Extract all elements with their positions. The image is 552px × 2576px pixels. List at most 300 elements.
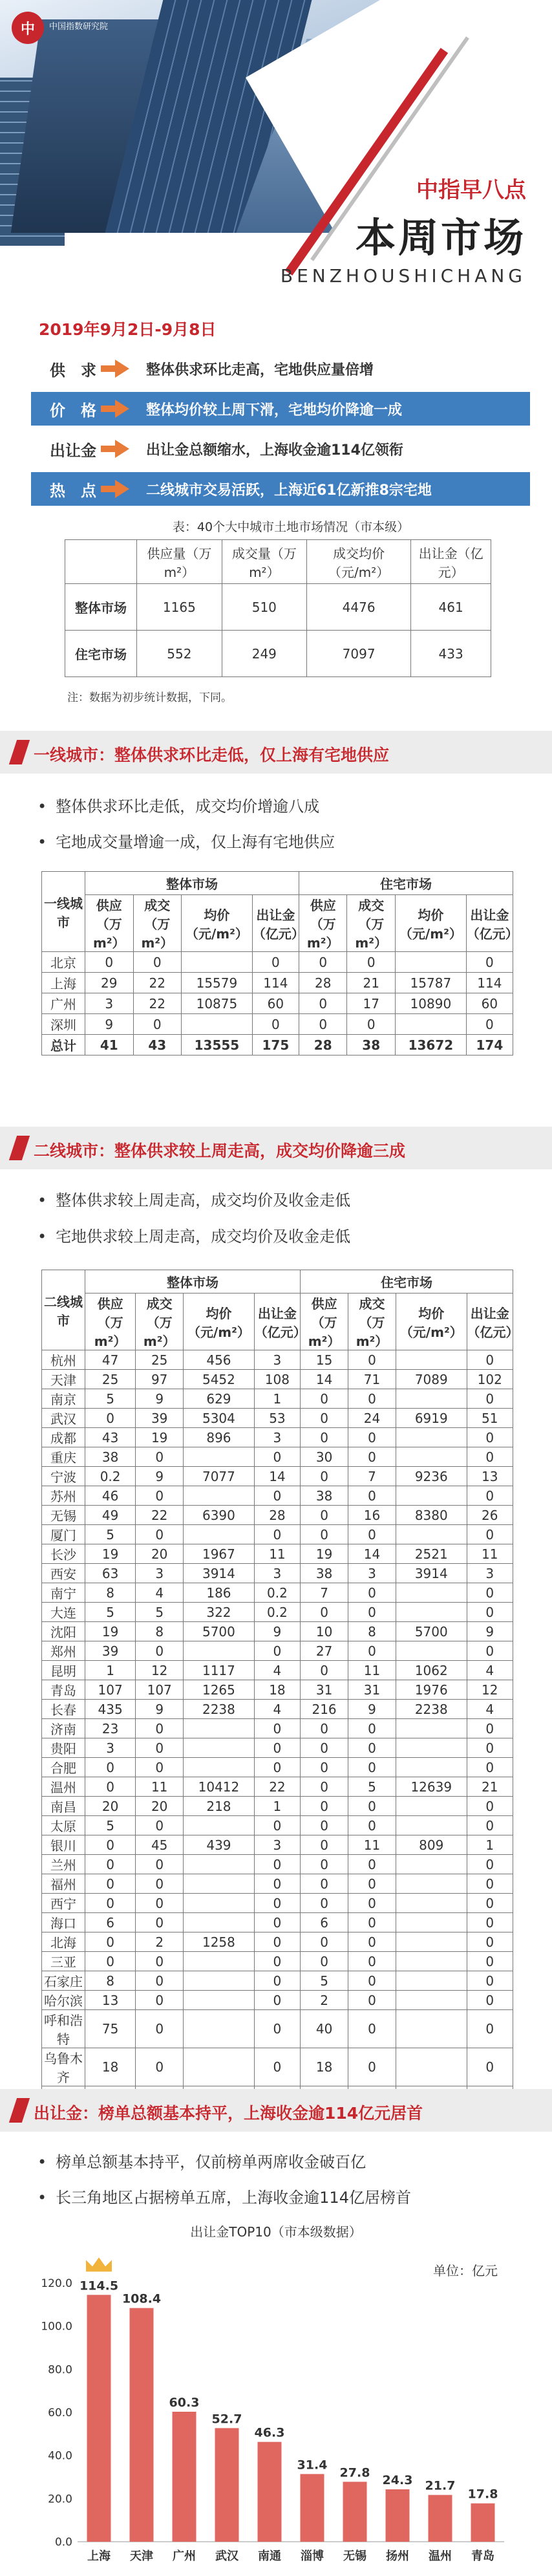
table-cell: 0 xyxy=(348,1486,396,1506)
bar xyxy=(343,2482,367,2542)
table-cell: 2 xyxy=(136,1932,184,1952)
data-label: 114.5 xyxy=(79,2278,119,2293)
table-cell: 10875 xyxy=(182,993,253,1014)
table-cell: 15 xyxy=(301,1350,348,1370)
table-cell: 0 xyxy=(254,1816,300,1835)
table-cell xyxy=(184,1719,255,1738)
list-item: • 宅地成交量增逾一成，仅上海有宅地供应 xyxy=(37,829,335,852)
table-cell: 39 xyxy=(136,1409,184,1428)
table-cell: 9 xyxy=(136,1467,184,1486)
bar xyxy=(301,2474,324,2542)
table-cell: 0 xyxy=(136,1991,184,2010)
bar xyxy=(429,2495,452,2542)
logo-text: 中国指数研究院 xyxy=(49,22,109,32)
data-label: 24.3 xyxy=(382,2473,413,2487)
table-row xyxy=(42,1719,513,1738)
table-row xyxy=(42,1797,513,1816)
table-cell: 25 xyxy=(136,1350,184,1370)
table-cell: 0 xyxy=(467,1389,513,1409)
table-cell xyxy=(396,1486,467,1506)
table-cell: 0 xyxy=(299,993,347,1014)
table-cell: 38 xyxy=(85,1447,136,1467)
table-cell: 9 xyxy=(136,1389,184,1409)
revenue-top10-chart xyxy=(0,2211,552,2576)
table-cell: 28 xyxy=(254,1506,300,1525)
city-name: 太原 xyxy=(42,1816,85,1835)
table-cell: 28 xyxy=(299,1035,347,1055)
table-cell xyxy=(184,1874,255,1894)
table-cell xyxy=(396,1583,467,1603)
table-cell: 0 xyxy=(301,1467,348,1486)
table-cell: 0 xyxy=(136,1447,184,1467)
table-row xyxy=(42,1932,513,1952)
x-tick-label: 上海 xyxy=(87,2549,111,2563)
table-cell: 13555 xyxy=(182,1035,253,1055)
table-row xyxy=(42,1370,513,1389)
table-cell: 38 xyxy=(301,1486,348,1506)
table-row xyxy=(42,1738,513,1758)
table-cell: 0 xyxy=(467,1525,513,1544)
table-cell: 0 xyxy=(467,1603,513,1622)
table-cell: 7 xyxy=(301,1583,348,1603)
table-row xyxy=(42,1389,513,1409)
table-cell: 4 xyxy=(254,1661,300,1680)
city-name: 哈尔滨 xyxy=(42,1991,85,2010)
section-tier1-header: 一线城市：整体供求环比走低，仅上海有宅地供应 xyxy=(0,731,552,774)
y-tick-label: 40.0 xyxy=(48,2449,72,2463)
table-cell xyxy=(182,952,253,973)
table-cell: 0 xyxy=(136,1525,184,1544)
table-cell: 0 xyxy=(467,2048,513,2086)
table-cell: 19 xyxy=(136,1428,184,1447)
table-cell: 7089 xyxy=(396,1370,467,1389)
table-row: 整体市场 1165 510 4476 461 xyxy=(65,584,491,631)
table-cell: 0 xyxy=(254,1874,300,1894)
city-name: 合肥 xyxy=(42,1758,85,1777)
table-cell xyxy=(184,2010,255,2048)
table-cell: 21 xyxy=(467,1777,513,1797)
table-cell: 8 xyxy=(85,1583,136,1603)
table-cell: 4 xyxy=(467,1661,513,1680)
table-cell: 27 xyxy=(301,1641,348,1661)
bar xyxy=(215,2428,239,2542)
table-cell xyxy=(396,2048,467,2086)
table-cell: 0 xyxy=(136,1641,184,1661)
list-item: • 榜单总额基本持平，仅前榜单两席收金破百亿 xyxy=(37,2149,366,2172)
table-cell: 18 xyxy=(85,2048,136,2086)
table-cell: 3914 xyxy=(184,1564,255,1583)
table-cell xyxy=(184,1971,255,1991)
table-cell: 9 xyxy=(85,1014,134,1035)
table-cell: 0 xyxy=(85,1894,136,1913)
table-cell xyxy=(182,1014,253,1035)
table-cell: 0 xyxy=(299,1014,347,1035)
table-cell: 0 xyxy=(301,1409,348,1428)
table-cell: 0 xyxy=(348,1525,396,1544)
city-name: 大连 xyxy=(42,1603,85,1622)
table-cell: 0 xyxy=(467,1738,513,1758)
table-cell: 13 xyxy=(85,1991,136,2010)
table-cell: 3 xyxy=(136,1564,184,1583)
table-cell: 0 xyxy=(301,1428,348,1447)
table-cell: 0 xyxy=(348,1603,396,1622)
data-label: 21.7 xyxy=(425,2478,456,2493)
table-cell xyxy=(396,2010,467,2048)
table-cell: 456 xyxy=(184,1350,255,1370)
table-cell: 0 xyxy=(136,1913,184,1932)
table-cell: 1265 xyxy=(184,1680,255,1700)
table-cell: 0 xyxy=(301,1855,348,1874)
table-cell: 0 xyxy=(301,1758,348,1777)
table-cell: 0 xyxy=(348,2048,396,2086)
table-cell: 0 xyxy=(301,1816,348,1835)
table-cell xyxy=(395,1014,466,1035)
table-cell: 0 xyxy=(467,1971,513,1991)
table-cell: 0 xyxy=(467,1894,513,1913)
table-cell: 0 xyxy=(467,1350,513,1370)
table-cell: 31 xyxy=(301,1680,348,1700)
table-cell: 3 xyxy=(254,1835,300,1855)
table-cell: 13 xyxy=(467,1467,513,1486)
city-name: 武汉 xyxy=(42,1409,85,1428)
table-cell: 0 xyxy=(348,1641,396,1661)
table-cell: 3 xyxy=(254,1564,300,1583)
table-cell: 15787 xyxy=(395,973,466,993)
table-cell: 26 xyxy=(467,1506,513,1525)
table-cell: 0 xyxy=(348,1797,396,1816)
arrow-right-icon xyxy=(115,400,129,418)
table-cell xyxy=(396,1738,467,1758)
table-cell: 0 xyxy=(348,1758,396,1777)
table-cell: 0 xyxy=(133,952,182,973)
table-cell: 5 xyxy=(136,1603,184,1622)
city-name: 杭州 xyxy=(42,1350,85,1370)
list-item: • 宅地供求较上周走高，成交均价及收金走低 xyxy=(37,1224,350,1246)
table-cell: 3 xyxy=(254,1428,300,1447)
table-cell: 1062 xyxy=(396,1661,467,1680)
table-cell: 1967 xyxy=(184,1544,255,1564)
table-cell: 2238 xyxy=(396,1700,467,1719)
table-row xyxy=(42,1991,513,2010)
table-cell xyxy=(396,1816,467,1835)
city-name: 长春 xyxy=(42,1700,85,1719)
table-cell: 0 xyxy=(467,1447,513,1467)
table-cell: 6 xyxy=(301,1913,348,1932)
table-row xyxy=(42,1447,513,1467)
table-cell: 629 xyxy=(184,1389,255,1409)
table-cell: 186 xyxy=(184,1583,255,1603)
table-row xyxy=(42,2010,513,2048)
table-cell: 0 xyxy=(136,1874,184,1894)
table-cell xyxy=(184,1913,255,1932)
table-cell xyxy=(396,1894,467,1913)
table-row xyxy=(42,1428,513,1447)
table-cell: 14 xyxy=(348,1544,396,1564)
city-name: 三亚 xyxy=(42,1952,85,1971)
table-cell: 12 xyxy=(467,1680,513,1700)
bar xyxy=(471,2504,495,2542)
table-cell xyxy=(184,1952,255,1971)
x-tick-label: 温州 xyxy=(429,2549,452,2563)
data-label: 52.7 xyxy=(211,2412,242,2427)
table-cell: 0 xyxy=(467,1641,513,1661)
table-cell: 0 xyxy=(467,1719,513,1738)
table-cell: 0 xyxy=(467,1952,513,1971)
table-cell: 1976 xyxy=(396,1680,467,1700)
bar xyxy=(173,2412,196,2542)
table-cell: 0 xyxy=(348,1913,396,1932)
city-name: 兰州 xyxy=(42,1855,85,1874)
table-cell: 0 xyxy=(301,1894,348,1913)
x-tick-label: 武汉 xyxy=(215,2549,239,2563)
table-cell: 0 xyxy=(133,1014,182,1035)
city-name: 北京 xyxy=(42,952,85,973)
city-name: 广州 xyxy=(42,993,85,1014)
table-cell: 71 xyxy=(348,1370,396,1389)
table-cell: 0 xyxy=(467,1913,513,1932)
bar xyxy=(386,2489,410,2542)
table-cell: 13672 xyxy=(395,1035,466,1055)
table-cell: 0 xyxy=(136,1758,184,1777)
city-name: 南京 xyxy=(42,1389,85,1409)
list-item: • 整体供求较上周走高，成交均价及收金走低 xyxy=(37,1187,350,1210)
table-row xyxy=(42,1564,513,1583)
table-cell xyxy=(396,1932,467,1952)
table-cell: 60 xyxy=(252,993,299,1014)
table-row xyxy=(42,1777,513,1797)
arrow-right-icon xyxy=(115,480,129,498)
table-cell: 1 xyxy=(467,1835,513,1855)
table-cell: 29 xyxy=(85,973,134,993)
table-cell: 28 xyxy=(299,973,347,993)
table-cell: 1 xyxy=(254,1389,300,1409)
table-cell: 0 xyxy=(467,1991,513,2010)
table-cell: 0 xyxy=(348,1894,396,1913)
x-tick-label: 扬州 xyxy=(386,2549,409,2563)
table-cell: 0.2 xyxy=(254,1583,300,1603)
table-cell xyxy=(396,1389,467,1409)
page-title: 本周市场 xyxy=(355,214,526,261)
table-cell: 0 xyxy=(136,1971,184,1991)
table-cell: 43 xyxy=(85,1428,136,1447)
table-cell: 322 xyxy=(184,1603,255,1622)
table-cell: 0 xyxy=(254,1894,300,1913)
x-tick-label: 南通 xyxy=(258,2549,281,2563)
city-name: 郑州 xyxy=(42,1641,85,1661)
table-cell: 0 xyxy=(467,1583,513,1603)
table-row xyxy=(42,1583,513,1603)
table-cell: 0 xyxy=(301,1952,348,1971)
table-cell: 46 xyxy=(85,1486,136,1506)
table-cell: 0 xyxy=(301,1738,348,1758)
table-cell xyxy=(184,1758,255,1777)
table-cell: 31 xyxy=(348,1680,396,1700)
table-cell: 114 xyxy=(252,973,299,993)
city-name: 深圳 xyxy=(42,1014,85,1035)
table-cell: 11 xyxy=(348,1661,396,1680)
city-name: 青岛 xyxy=(42,1680,85,1700)
table-cell: 8 xyxy=(136,1622,184,1641)
table-cell xyxy=(184,1525,255,1544)
table-cell: 0 xyxy=(467,1797,513,1816)
table-cell: 11 xyxy=(467,1544,513,1564)
table-cell xyxy=(396,1428,467,1447)
table-cell: 5 xyxy=(348,1777,396,1797)
table-cell: 0 xyxy=(467,1932,513,1952)
table-cell: 20 xyxy=(136,1544,184,1564)
table-cell: 5 xyxy=(85,1525,136,1544)
table-cell: 3 xyxy=(85,993,134,1014)
table-cell: 1 xyxy=(85,1661,136,1680)
table-cell: 0 xyxy=(85,1855,136,1874)
table-cell: 0 xyxy=(348,1874,396,1894)
table-cell: 0 xyxy=(85,952,134,973)
table-cell: 6390 xyxy=(184,1506,255,1525)
table-cell: 0 xyxy=(348,1428,396,1447)
table-cell: 0 xyxy=(467,1428,513,1447)
table-cell: 218 xyxy=(184,1797,255,1816)
table-cell: 0 xyxy=(347,1014,396,1035)
city-name: 长沙 xyxy=(42,1544,85,1564)
table-cell: 174 xyxy=(466,1035,513,1055)
table-cell xyxy=(184,1738,255,1758)
table-cell: 41 xyxy=(85,1035,134,1055)
table-cell: 0 xyxy=(254,1991,300,2010)
table-cell: 0 xyxy=(466,952,513,973)
table-cell xyxy=(184,1991,255,2010)
table-cell xyxy=(184,2048,255,2086)
table-cell: 17 xyxy=(347,993,396,1014)
chart-title: 出让金TOP10（市本级数据） xyxy=(190,2224,362,2240)
table-row xyxy=(42,1952,513,1971)
table-cell: 0 xyxy=(467,1758,513,1777)
table-cell: 16 xyxy=(348,1506,396,1525)
data-label: 27.8 xyxy=(339,2465,370,2480)
table1-caption: 表：40个大中城市土地市场情况（市本级） xyxy=(172,520,410,534)
city-name: 无锡 xyxy=(42,1506,85,1525)
table-cell: 0 xyxy=(467,1855,513,1874)
table-cell: 0 xyxy=(136,2048,184,2086)
table-cell: 15579 xyxy=(182,973,253,993)
table-cell: 5 xyxy=(85,1816,136,1835)
table-cell: 3 xyxy=(85,1738,136,1758)
table-row xyxy=(42,973,513,993)
date-range: 2019年9月2日-9月8日 xyxy=(39,320,217,339)
table-cell: 102 xyxy=(467,1370,513,1389)
table-cell: 19 xyxy=(85,1544,136,1564)
table-cell: 5 xyxy=(85,1603,136,1622)
table-cell: 0 xyxy=(252,952,299,973)
chart-unit-label: 单位：亿元 xyxy=(433,2263,498,2278)
table-row xyxy=(42,1758,513,1777)
table-cell: 175 xyxy=(252,1035,299,1055)
table-cell: 8 xyxy=(85,1971,136,1991)
table-cell: 4 xyxy=(254,1700,300,1719)
table-cell: 9 xyxy=(136,1700,184,1719)
table-cell: 0 xyxy=(254,1641,300,1661)
table-cell: 12639 xyxy=(396,1777,467,1797)
bar xyxy=(130,2308,154,2542)
city-name: 银川 xyxy=(42,1835,85,1855)
city-name: 天津 xyxy=(42,1370,85,1389)
y-tick-label: 100.0 xyxy=(41,2320,72,2333)
table-cell: 0.2 xyxy=(254,1603,300,1622)
table-cell xyxy=(396,1719,467,1738)
table-cell xyxy=(395,952,466,973)
table-cell: 3 xyxy=(467,1564,513,1583)
city-name: 济南 xyxy=(42,1719,85,1738)
table-cell: 19 xyxy=(301,1544,348,1564)
table-cell: 21 xyxy=(347,973,396,993)
table-cell: 11 xyxy=(348,1835,396,1855)
table-cell: 0 xyxy=(254,1719,300,1738)
table-cell xyxy=(396,1971,467,1991)
data-label: 46.3 xyxy=(254,2425,285,2440)
table-cell: 1 xyxy=(254,1797,300,1816)
table-cell: 4 xyxy=(136,1583,184,1603)
table-row xyxy=(42,1874,513,1894)
table-cell: 60 xyxy=(466,993,513,1014)
table-cell: 18 xyxy=(301,2048,348,2086)
city-name: 南昌 xyxy=(42,1797,85,1816)
table-cell: 0 xyxy=(136,1855,184,1874)
table-cell: 5452 xyxy=(184,1370,255,1389)
table-cell xyxy=(184,1641,255,1661)
table-cell xyxy=(396,1350,467,1370)
table-cell: 4 xyxy=(467,1700,513,1719)
table-cell: 14 xyxy=(254,1467,300,1486)
city-name: 总计 xyxy=(42,1035,85,1055)
table-cell: 8 xyxy=(348,1622,396,1641)
table-cell: 0 xyxy=(348,1350,396,1370)
city-name: 贵阳 xyxy=(42,1738,85,1758)
table-cell: 0 xyxy=(467,1816,513,1835)
table-row xyxy=(42,1680,513,1700)
x-tick-label: 青岛 xyxy=(471,2549,494,2563)
table-cell: 896 xyxy=(184,1428,255,1447)
table-cell: 22 xyxy=(133,993,182,1014)
table-cell: 0 xyxy=(348,1738,396,1758)
table-cell: 0 xyxy=(136,2010,184,2048)
table-cell: 0 xyxy=(136,1894,184,1913)
y-tick-label: 80.0 xyxy=(48,2363,72,2377)
table-cell: 809 xyxy=(396,1835,467,1855)
table-cell: 0 xyxy=(85,1874,136,1894)
table-cell: 0 xyxy=(85,1758,136,1777)
table-cell: 39 xyxy=(85,1641,136,1661)
arrow-right-icon xyxy=(115,360,129,378)
table-cell: 10412 xyxy=(184,1777,255,1797)
table-cell: 0 xyxy=(136,1952,184,1971)
table-row xyxy=(42,1622,513,1641)
table-cell: 9 xyxy=(467,1622,513,1641)
table-row xyxy=(42,952,513,973)
table-cell: 3 xyxy=(348,1564,396,1583)
table-cell: 0 xyxy=(467,2010,513,2048)
table-cell xyxy=(396,1874,467,1894)
table-cell: 8380 xyxy=(396,1506,467,1525)
table-cell: 0.2 xyxy=(85,1467,136,1486)
table-cell: 51 xyxy=(467,1409,513,1428)
city-name: 厦门 xyxy=(42,1525,85,1544)
table-cell: 10 xyxy=(301,1622,348,1641)
table-cell: 0 xyxy=(254,1525,300,1544)
city-name: 乌鲁木齐 xyxy=(42,2048,85,2086)
table-cell: 0 xyxy=(301,1777,348,1797)
table-cell: 0 xyxy=(301,1506,348,1525)
table-cell: 63 xyxy=(85,1564,136,1583)
table-cell: 22 xyxy=(133,973,182,993)
